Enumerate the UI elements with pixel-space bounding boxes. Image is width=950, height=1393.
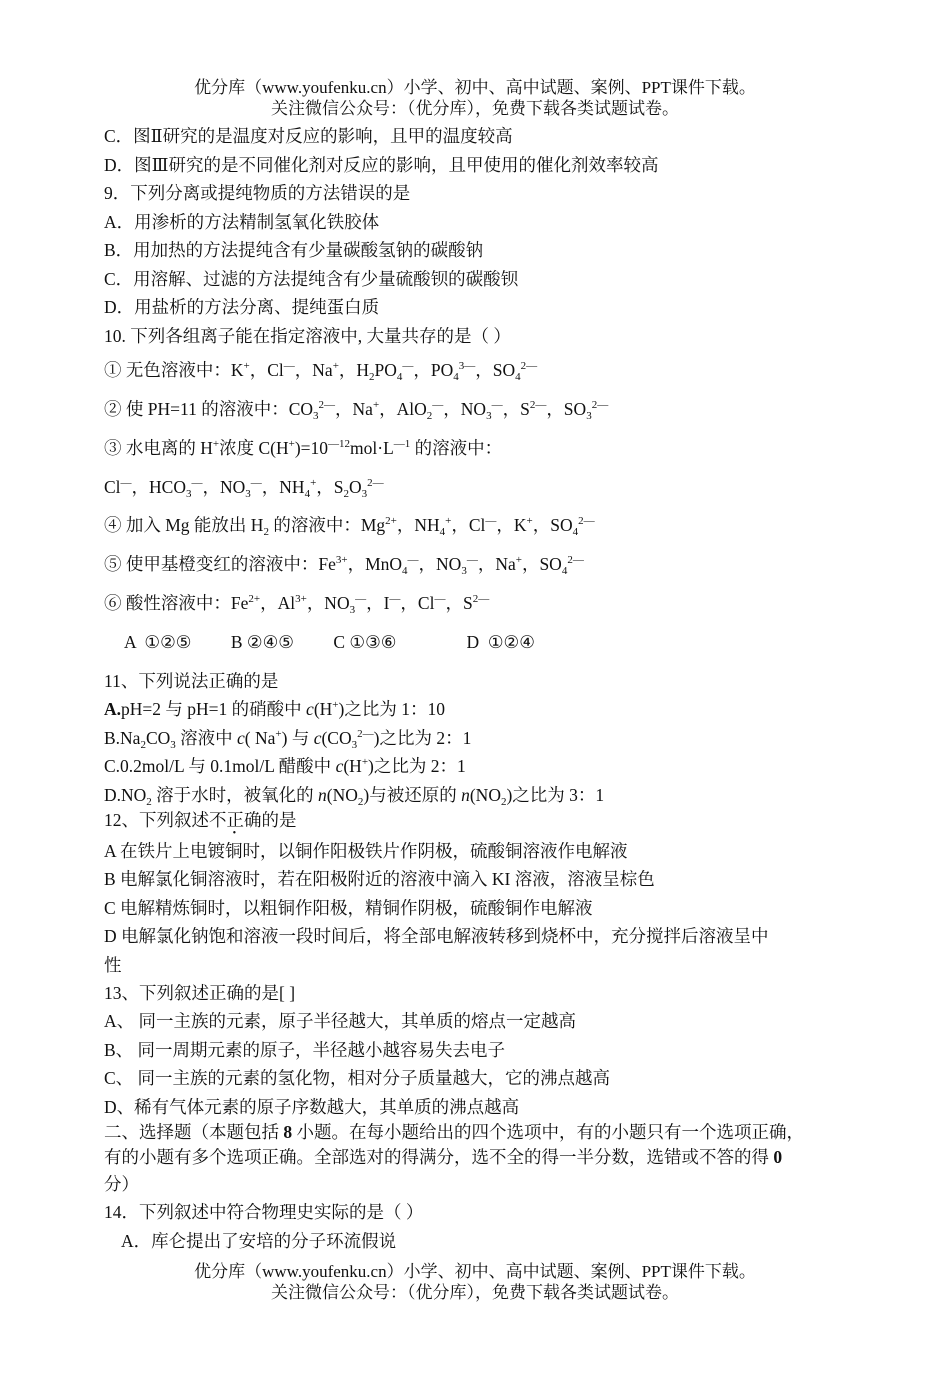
q13-stem: 13、下列叙述正确的是[ ] bbox=[104, 983, 296, 1003]
q9-option-a: A．用渗析的方法精制氢氧化铁胶体 bbox=[104, 212, 380, 232]
q10-item-3: ③ 水电离的 H+浓度 $C(H^+)=10^{—12}mol\cdot L^{—1}$ 的溶液中： bbox=[104, 438, 503, 458]
q13-option-b: B、 同一周期元素的原子，半径越小越容易失去电子 bbox=[104, 1040, 506, 1060]
header-line-1: 优分库（www.youfenku.cn）小学、初中、高中试题、案例、PPT课件下载。 bbox=[194, 78, 756, 97]
q9-option-b: B．用加热的方法提纯含有少量碳酸氢钠的碳酸钠 bbox=[104, 240, 484, 260]
q11-option-a: A.pH=2 与 pH=1 的硝酸中 c(H+)之比为 1：10 bbox=[104, 699, 445, 719]
q8-option-c: C．图Ⅱ研究的是温度对反应的影响，且甲的温度较高 bbox=[104, 126, 513, 146]
q9-option-c: C．用溶解、过滤的方法提纯含有少量硫酸钡的碳酸钡 bbox=[104, 269, 519, 289]
section2-line-1: 二、选择题（本题包括 8 小题。在每小题给出的四个选项中，有的小题只有一个选项正确， bbox=[104, 1122, 804, 1142]
footer-line-1: 优分库（www.youfenku.cn）小学、初中、高中试题、案例、PPT课件下载。 bbox=[194, 1262, 756, 1281]
header-line-2: 关注微信公众号：（优分库），免费下载各类试题试卷。 bbox=[271, 99, 679, 118]
q13-option-c: C、 同一主族的元素的氢化物，相对分子质量越大，它的沸点越高 bbox=[104, 1068, 611, 1088]
q12-option-c: C 电解精炼铜时，以粗铜作阳极，精铜作阴极，硫酸铜作电解液 bbox=[104, 898, 593, 918]
q12-option-d-line1: D 电解氯化钠饱和溶液一段时间后，将全部电解液转移到烧杯中，充分搅拌后溶液呈中 bbox=[104, 926, 769, 946]
q10-item-1: ① 无色溶液中：K+，Cl—，Na+，$H_2PO_4^—$，$PO_4^{3—}$，$SO_4^{2—}$ bbox=[104, 360, 538, 383]
q10-stem: 10. 下列各组离子能在指定溶液中, 大量共存的是（ ） bbox=[104, 326, 511, 346]
q14-option-a: A．库仑提出了安培的分子环流假说 bbox=[121, 1231, 397, 1251]
q14-stem: 14．下列叙述中符合物理史实际的是（ ） bbox=[104, 1202, 424, 1222]
q10-item-6: ⑥ 酸性溶液中：$Fe^{2+}$，$Al^{3+}$，$NO_3^—$，I—，Cl—，$S^{2—}$ bbox=[104, 593, 490, 616]
q12-option-b: B 电解氯化铜溶液时，若在阳极附近的溶液中滴入 KI 溶液，溶液呈棕色 bbox=[104, 869, 655, 889]
q10-item-3-ions: Cl—，$HCO_3^—$，$NO_3^—$，$NH_4^+$，$S_2O_3^{2—}$ bbox=[104, 477, 384, 500]
q13-option-a: A、 同一主族的元素，原子半径越大，其单质的熔点一定越高 bbox=[104, 1011, 577, 1031]
emphasis-dots-text: 不正确 bbox=[209, 810, 262, 830]
q11-stem: 11、下列说法正确的是 bbox=[104, 671, 279, 691]
section2-line-3: 分） bbox=[104, 1174, 139, 1194]
q10-options: A ①②⑤ B ②④⑤ C ①③⑥ D ①②④ bbox=[124, 632, 535, 652]
q10-item-4: ④ 加入 Mg 能放出 $H_2$ 的溶液中：$Mg^{2+}$，$NH_4^+$，Cl—，K+，$SO_4^{2—}$ bbox=[104, 515, 595, 538]
q9-option-d: D．用盐析的方法分离、提纯蛋白质 bbox=[104, 297, 380, 317]
q11-option-c: C.0.2mol/L 与 0.1mol/L 醋酸中 c(H+)之比为 2：1 bbox=[104, 756, 466, 776]
q10-item-5: ⑤ 使甲基橙变红的溶液中：$Fe^{3+}$，MnO$_4$—，$NO_3^—$，Na+，$SO_4^{2—}$ bbox=[104, 554, 584, 577]
q11-option-d: $D.NO_2$ 溶于水时，被氧化的 $n(NO_2)$与被还原的 $n(NO_2)$之比为 3：1 bbox=[104, 785, 605, 808]
footer-line-2: 关注微信公众号：（优分库），免费下载各类试题试卷。 bbox=[271, 1283, 679, 1302]
q11-option-b: $B.Na_2CO_3$ 溶液中 c( Na+) 与 $c(CO_3^{2—})$之比为 2：1 bbox=[104, 728, 472, 751]
q13-option-d: D、稀有气体元素的原子序数越大，其单质的沸点越高 bbox=[104, 1097, 520, 1117]
section2-line-2: 有的小题有多个选项正确。全部选对的得满分，选不全的得一半分数，选错或不答的得 0 bbox=[104, 1147, 783, 1167]
q9-stem: 9．下列分离或提纯物质的方法错误的是 bbox=[104, 183, 411, 203]
q12-stem: 12、下列叙述不正确的是 bbox=[104, 810, 297, 830]
q8-option-d: D．图Ⅲ研究的是不同催化剂对反应的影响，且甲使用的催化剂效率较高 bbox=[104, 155, 659, 175]
q10-item-2: ② 使 PH=11 的溶液中：$CO_3^{2—}$，Na+，AlO$_2$—，$NO_3^—$，$S^{2—}$，$SO_3^{2—}$ bbox=[104, 399, 609, 422]
q12-option-d-line2: 性 bbox=[104, 955, 122, 975]
q12-option-a: A 在铁片上电镀铜时，以铜作阳极铁片作阴极，硫酸铜溶液作电解液 bbox=[104, 841, 628, 861]
